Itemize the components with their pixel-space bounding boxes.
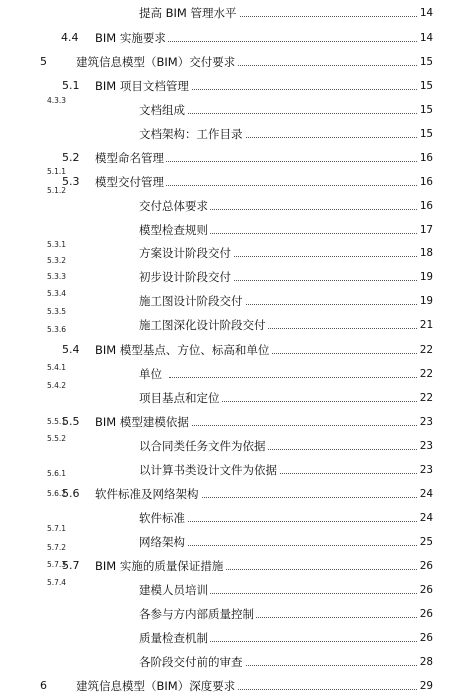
toc-entry-number: 5.5 xyxy=(62,415,80,428)
stray-section-number: 5.3.6 xyxy=(47,325,67,334)
toc-entry-title: 以计算书类设计文件为依据 xyxy=(139,463,277,477)
toc-leader-dots xyxy=(125,29,417,42)
toc-entry-title: BIM 模型建模依据 xyxy=(95,415,189,429)
toc-entry[interactable] xyxy=(0,3,473,23)
toc-entry-number: 5.6 xyxy=(62,487,80,500)
toc-entry-title: 单位 xyxy=(139,367,162,381)
toc-entry[interactable] xyxy=(0,196,473,216)
toc-entry-title: 以合同类任务文件为依据 xyxy=(139,439,266,453)
stray-section-number: 5.3.2 xyxy=(47,256,67,265)
toc-entry-title: 模型检查规则 xyxy=(139,223,208,237)
toc-entry-number: 5.7 xyxy=(62,559,80,572)
toc-entry[interactable] xyxy=(0,388,473,408)
toc-entry-title: BIM 模型基点、方位、标高和单位 xyxy=(95,343,270,357)
toc-entry-page-number: 19 xyxy=(419,270,433,283)
stray-section-number: 5.4.2 xyxy=(47,381,67,390)
stray-section-number: 5.1.1 xyxy=(47,167,67,176)
toc-entry[interactable] xyxy=(0,76,473,96)
toc-entry[interactable] xyxy=(0,52,473,72)
toc-entry[interactable] xyxy=(0,220,473,240)
toc-entry-title: 模型交付管理 xyxy=(95,175,164,189)
toc-entry-page-number: 22 xyxy=(419,343,433,356)
toc-entry-title: 初步设计阶段交付 xyxy=(139,270,231,284)
toc-entry[interactable] xyxy=(0,340,473,360)
toc-entry-title: 项目基点和定位 xyxy=(139,391,220,405)
toc-entry[interactable] xyxy=(0,364,473,384)
toc-entry-number: 5.3 xyxy=(62,175,80,188)
toc-entry-page-number: 29 xyxy=(419,679,433,692)
toc-entry[interactable] xyxy=(0,436,473,456)
toc-entry-page-number: 14 xyxy=(419,6,433,19)
stray-section-number: 5.5.2 xyxy=(47,434,67,443)
toc-entry-page-number: 16 xyxy=(419,151,433,164)
toc-leader-dots xyxy=(169,533,417,546)
toc-entry[interactable] xyxy=(0,604,473,624)
toc-entry-page-number: 21 xyxy=(419,318,433,331)
stray-section-number: 5.7.4 xyxy=(47,578,67,587)
toc-entry-page-number: 24 xyxy=(419,511,433,524)
toc-entry[interactable] xyxy=(0,628,473,648)
toc-entry[interactable] xyxy=(0,148,473,168)
toc-entry-title: 各阶段交付前的审查 xyxy=(139,655,243,669)
stray-section-number: 5.3.1 xyxy=(47,240,67,249)
toc-entry-title: 交付总体要求 xyxy=(139,199,208,213)
toc-entry-page-number: 23 xyxy=(419,439,433,452)
toc-entry[interactable] xyxy=(0,652,473,672)
toc-entry-title: 网络架构 xyxy=(139,535,185,549)
toc-entry-title: 模型命名管理 xyxy=(95,151,164,165)
toc-entry[interactable] xyxy=(0,460,473,480)
toc-entry[interactable] xyxy=(0,243,473,263)
toc-entry-page-number: 18 xyxy=(419,246,433,259)
stray-section-number: 5.3.5 xyxy=(47,307,67,316)
toc-entry[interactable] xyxy=(0,291,473,311)
toc-entry[interactable] xyxy=(0,172,473,192)
toc-entry[interactable] xyxy=(0,267,473,287)
stray-section-number: 5.6.1 xyxy=(47,469,67,478)
toc-entry-page-number: 23 xyxy=(419,463,433,476)
toc-entry[interactable] xyxy=(0,100,473,120)
toc-entry-title: 施工图设计阶段交付 xyxy=(139,294,243,308)
toc-entry-page-number: 22 xyxy=(419,367,433,380)
toc-entry-title: 建筑信息模型（BIM）深度要求 xyxy=(76,679,236,693)
toc-entry-page-number: 24 xyxy=(419,487,433,500)
toc-entry-page-number: 25 xyxy=(419,535,433,548)
toc-entry-page-number: 15 xyxy=(419,127,433,140)
toc-entry-title: 各参与方内部质量控制 xyxy=(139,607,254,621)
toc-entry-title: 施工图深化设计阶段交付 xyxy=(139,318,266,332)
toc-entry-page-number: 22 xyxy=(419,391,433,404)
stray-section-number: 5.3.4 xyxy=(47,289,67,298)
toc-entry-page-number: 16 xyxy=(419,199,433,212)
stray-section-number: 5.6.2 xyxy=(47,489,67,498)
toc-entry-page-number: 19 xyxy=(419,294,433,307)
stray-section-number: 5.4.1 xyxy=(47,363,67,372)
toc-entry-page-number: 26 xyxy=(419,583,433,596)
toc-entry[interactable] xyxy=(0,412,473,432)
toc-leader-dots xyxy=(125,173,417,186)
toc-entry-title: 文档组成 xyxy=(139,103,185,117)
stray-section-number: 5.7.1 xyxy=(47,524,67,533)
stray-section-number: 5.7.2 xyxy=(47,543,67,552)
toc-entry-title: BIM 实施的质量保证措施 xyxy=(95,559,224,573)
toc-entry-number: 5 xyxy=(40,55,47,68)
toc-entry-title: 建筑信息模型（BIM）交付要求 xyxy=(76,55,236,69)
toc-entry-title: BIM 实施要求 xyxy=(95,31,166,45)
toc-entry-number: 4.4 xyxy=(61,31,79,44)
toc-entry[interactable] xyxy=(0,532,473,552)
toc-entry-page-number: 23 xyxy=(419,415,433,428)
toc-entry[interactable] xyxy=(0,508,473,528)
toc-entry-page-number: 14 xyxy=(419,31,433,44)
toc-entry-title: 文档架构：工作目录 xyxy=(139,127,243,141)
toc-entry-title: 软件标准及网络架构 xyxy=(95,487,199,501)
toc-entry-page-number: 26 xyxy=(419,559,433,572)
toc-entry[interactable] xyxy=(0,556,473,576)
stray-section-number: 5.5.1 xyxy=(47,417,67,426)
toc-entry-number: 6 xyxy=(40,679,47,692)
toc-entry-page-number: 15 xyxy=(419,79,433,92)
toc-entry-page-number: 15 xyxy=(419,103,433,116)
toc-entry[interactable] xyxy=(0,676,473,696)
toc-entry-page-number: 15 xyxy=(419,55,433,68)
stray-section-number: 4.3.3 xyxy=(47,96,67,105)
toc-entry-title: 方案设计阶段交付 xyxy=(139,246,231,260)
toc-entry[interactable] xyxy=(0,315,473,335)
toc-leader-dots xyxy=(169,509,417,522)
toc-entry[interactable] xyxy=(0,28,473,48)
toc-entry-number: 5.1 xyxy=(62,79,80,92)
toc-entry[interactable] xyxy=(0,580,473,600)
toc-entry-title: 提高 BIM 管理水平 xyxy=(139,6,237,20)
toc-entry-title: 软件标准 xyxy=(139,511,185,525)
toc-entry-title: 质量检查机制 xyxy=(139,631,208,645)
toc-entry-page-number: 26 xyxy=(419,607,433,620)
toc-entry[interactable] xyxy=(0,484,473,504)
stray-section-number: 5.3.3 xyxy=(47,272,67,281)
toc-leader-dots xyxy=(169,365,417,378)
stray-section-number: 5.1.2 xyxy=(47,186,67,195)
toc-entry-page-number: 17 xyxy=(419,223,433,236)
toc-entry-page-number: 16 xyxy=(419,175,433,188)
toc-entry[interactable] xyxy=(0,124,473,144)
toc-entry-title: 建模人员培训 xyxy=(139,583,208,597)
stray-section-number: 5.7.3 xyxy=(47,560,67,569)
toc-entry-page-number: 26 xyxy=(419,631,433,644)
toc-entry-page-number: 28 xyxy=(419,655,433,668)
toc-leader-dots xyxy=(169,101,417,114)
toc-entry-title: BIM 项目文档管理 xyxy=(95,79,189,93)
toc-entry-number: 5.2 xyxy=(62,151,80,164)
toc-leader-dots xyxy=(125,149,417,162)
toc-entry-number: 5.4 xyxy=(62,343,80,356)
